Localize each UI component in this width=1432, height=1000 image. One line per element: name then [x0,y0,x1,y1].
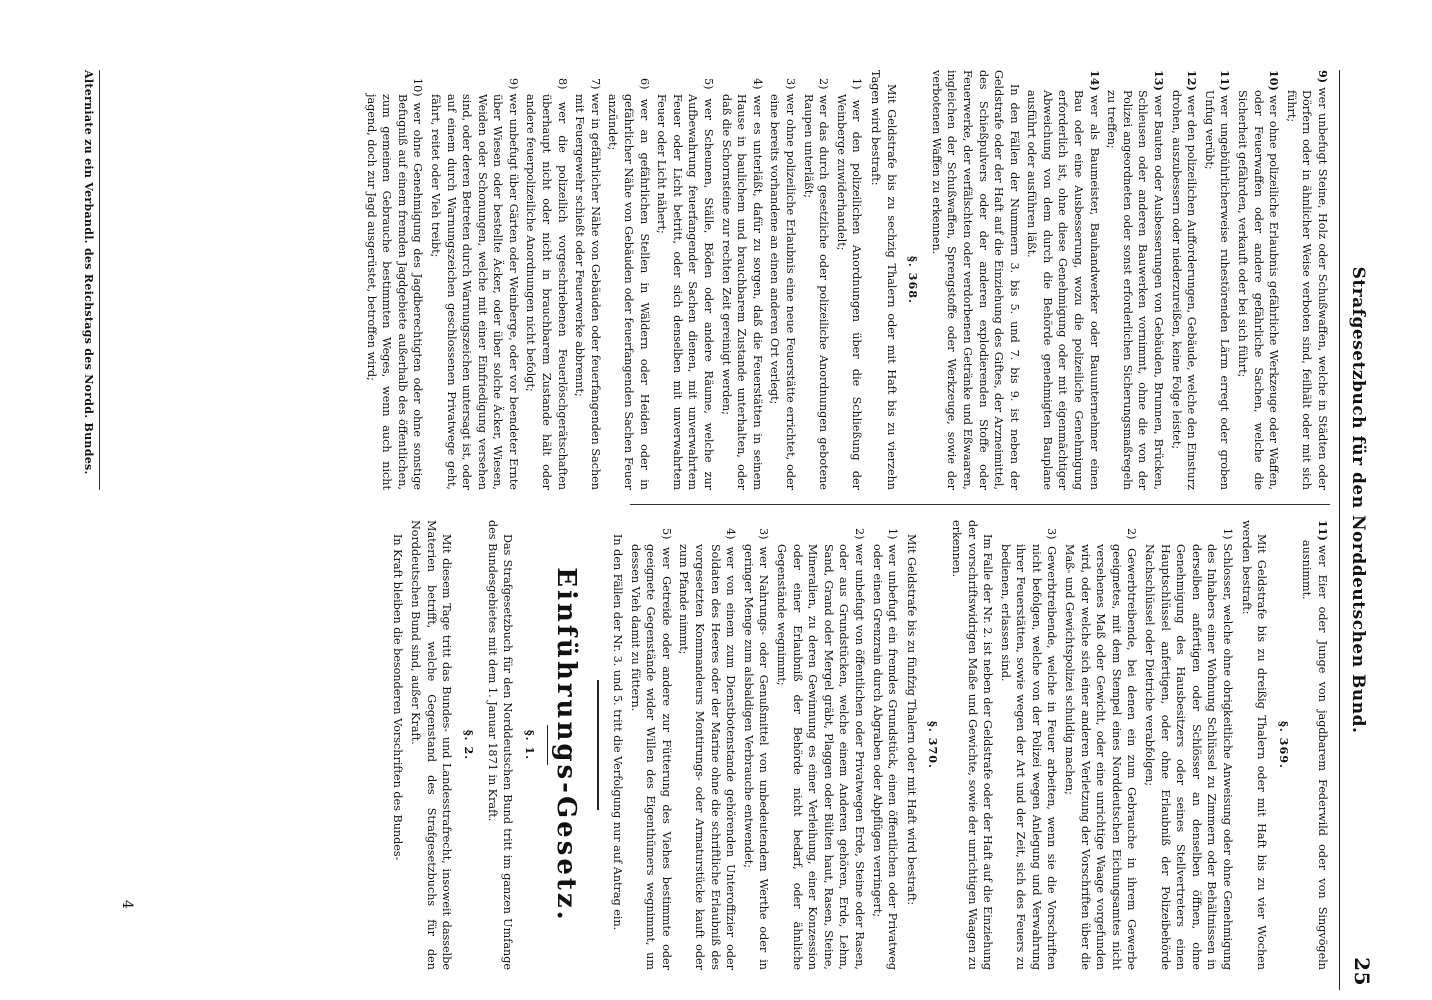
list-item: 2) wer das durch gesetzliche oder polizeiliche Anordnungen gebotene Raupen unterläßt; [801,78,831,490]
paragraph: Mit Geldstrafe bis zu fünfzig Thalern oder mit Haft wird bestraft: [904,534,918,906]
running-title: Strafgesetzbuch für den Norddeutschen Bund. [1348,266,1368,734]
list-item: 13)wer Bauten oder Ausbesserungen von Gebäuden, Brunnen, Brücken, Schleusen oder anderen Bauwerken vornimmt, ohne die von der Polizei angeordneten oder sonst erforderlichen Sicherungsmaßregeln zu treffen; [1105,70,1167,490]
list-item: 10)wer ohne polizeiliche Erlaubnis gefährliche Werkzeuge oder Waffen, oder Feuerwaffen oder andere gefährliche Sachen, welche die Sicherheit gefährden, verkauft oder bei sich führt; [1236,70,1282,490]
list-item: 4) wer von einem zum Dienstbotenstande gehörenden Unteroffizier oder Soldaten des Heeres oder der Marine ohne die schriftliche Erlaubniß des vorgesetzten Kommandeurs Montirungs- oder Armaturstücke kauft oder zum Pfande nimmt; [677,528,738,970]
page-number: 25 [1350,957,1374,986]
list-item: 1) wer unbefugt ein fremdes Grundstück, einen öffentlichen oder Privatweg oder einen Grenzrain durch Abgraben oder Abpflügen verringert; [870,528,900,970]
list-item: 6) wer an gefährlichen Stellen in Wäldern oder Heiden oder in gefährlicher Nähe von Gebäuden oder feuerfangenden Sachen Feuer anzündet; [606,78,651,491]
footer-note: Alterniate zu ein Verbandl. des Reichstags des Nordd. Bundes. [82,70,100,490]
list-item: 14)wer als Baumeister, Bauhandwerker oder Bauunternehmer einen Bau oder eine Ausbesserung, wozu die polizeiliche Genehmigung erforderlich ist, ohne diese Genehmigung oder mit eigenmächtiger Abweichung von dem durch die Behörde genehmigten Bauplane ausführt oder ausführen läßt. [1025,70,1102,490]
column-divider [630,504,1330,505]
list-item: 11)wer Eier oder Junge von jagdbarem Federwild oder von Singvögeln ausnimmt. [1300,520,1330,970]
paragraph: Im Falle der Nr. 2. ist neben der Geldstrafe oder der Haft auf die Einziehung der vorschriftswidrigen Maße und Gewichte, sowie der unrichtigen Waagen zu erkennen. [949,520,995,970]
law-title: Einführungs-Gesetz. [551,567,582,923]
list-item: 5) wer Getreide oder andere zur Fütterung des Viehes bestimmte oder geeignete Gegenstände wider Willen des Eigenthümers wegnimmt, um dessen Vieh damit zu füttern. [628,528,673,971]
paragraph: Mit diesem Tage tritt das Bundes- und Landesstrafrecht, insoweit dasselbe Materien betrifft, welche Gegenstand des Strafgesetzbuchs für den Norddeutschen Bund sind, außer Kraft. [409,520,454,970]
list-item: 3) Gewerbtreibende, welche in Feuer arbeiten, wenn sie die Vorschriften nicht befolgen, welche von der Polizei wegen Anlegung und Verwahrung ihrer Feuerstätten, sowie wegen der Art und der Zeit, sich des Feuers zu bedienen, erlassen sind. [998,528,1059,971]
list-item: 10) wer ohne Genehmigung des Jagdberechtigten oder ohne sonstige Befugniß auf einem fremden Jagdgebiete außerhalb des öffentlichen, zum gemeinen Gebrauche bestimmten Weges, wenn auch nicht jagend, doch zur Jagd ausgerüstet, betroffen wird; [364,78,425,490]
list-item: 1) wer den polizeilichen Anordnungen über die Schließung der Weinberge zuwiderhandelt; [834,78,864,490]
separator-rule [597,680,599,810]
list-item: 4) wer es unterläßt, dafür zu sorgen, daß die Feuerstätten in seinem Hause in baulichem und brauchbarem Zustande unterhalten, oder daß die Schornsteine zur rechten Zeit gereinigt werden; [719,78,764,490]
separator-rule [547,725,548,765]
page-header [1339,70,1380,990]
left-column [130,70,1330,490]
list-item: 5) wer Scheunen, Ställe, Böden oder andere Räume, welche zur Aufbewahrung feuerfangender Sachen dienen, mit unverwahrtem Feuer oder Licht betritt, oder sich denselben mit unverwahrtem Feuer oder Licht nähert; [655,78,716,491]
list-item: 9)wer unbefugt Steine, Holz oder Schußwaffen, welche in Städten oder Dörfern oder in ähnlicher Weise verboten sind, feilhält oder mit sich führt; [1284,70,1330,490]
list-item: 1) Schlosser, welche ohne obrigkeitliche Anweisung oder ohne Genehmigung des Inhabers einer Wohnung Schlüssel zu Zimmern oder Behältnissen in derselben anfertigen oder Schlösser an denselben öffnen, ohne Genehmigung des Hausbesitzers oder seines Stellvertreters einen Hauptschlüssel anfertigen, oder ohne Erlaubniß der Polizeibehörde Nachschlüssel oder Dietriche verabfolgen; [1143,528,1235,970]
right-column [130,520,1330,970]
paragraph: In Kraft bleiben die besonderen Vorschriften des Bundes- [390,534,404,861]
signature-mark: 4 [119,900,135,909]
list-item: 7) wer in gefährlicher Nähe von Gebäuden oder feuerfangenden Sachen mit Feuergewehr schießt oder Feuerwerke abbrennt; [573,78,602,490]
list-item: 2) Gewerbtreibende, bei denen ein zum Gebrauche in ihrem Gewerbe geeignetes, mit dem Stempel eines Norddeutschen Eichungsamtes nicht versehenes Maß oder Gewicht, oder eine unrichtige Waage vorgefunden wird, oder welche sich einer anderen Verletzung der Vorschriften über die Maß- und Gewichtspolizei schuldig machen; [1063,528,1139,970]
list-item: 3) wer ohne polizeiliche Erlaubnis eine neue Feuerstätte errichtet, oder eine bereits vorhandene an einen anderen Ort verlegt; [768,78,797,490]
paragraph: Mit Geldstrafe bis zu dreißig Thalern oder mit Haft bis zu vier Wochen werden bestraft: [1239,520,1269,970]
list-item: 3) wer Nahrungs- oder Genußmittel von unbedeutendem Werthe oder in geringer Menge zum alsbaldigen Verbrauche entwendet; [741,528,771,970]
section-heading: §. 2. [462,729,477,761]
list-item: 12)wer den polizeilichen Aufforderungen, Gebäude, welche den Einsturz drohen, auszubessern oder niederzureißen, keine Folge leistet; [1169,70,1200,490]
paragraph: In den Fällen der Nummern 3. bis 5. und 7. bis 9. ist neben der Geldstrafe oder der Haft auf die Einziehung des Giftes, der Arzneimittel, des Schießpulvers oder der anderen explodierenden Stoffe oder Feuerwerke, der verfälschten oder verdorbenen Getränke und Eßwaaren, ingleichen der Schußwaffen, Sprengstoffe oder Werkzeuge, sowie der verbotenen Waffen zu erkennen. [929,70,1021,490]
paragraph: Das Strafgesetzbuch für den Norddeutschen Bund tritt im ganzen Umfange des Bundesgebietes mit dem 1. Januar 1871 in Kraft. [485,520,515,970]
list-item: 9) wer unbefugt über Gärten oder Weinberge, oder vor beendeter Ernte über Wiesen oder bestellte Äcker, oder über solche Äcker, Wiesen, Weiden oder Schonungen, welche mit einer Einfriedigung versehen sind, oder deren Betreten durch Warnungszeichen untersagt ist, oder auf einem durch Warnungszeichen geschlossenen Privatwege geht, fährt, reitet oder Vieh treibt; [428,78,520,490]
section-heading: §. 369. [1276,721,1291,769]
paragraph: In den Fällen der Nr. 3. und 5. tritt die Verfolgung nur auf Antrag ein. [611,534,625,931]
list-item: 8) wer die polizeilich vorgeschriebenen Feuerlöschgerätschaften überhaupt nicht oder nicht in brauchbarem Zustande hält oder andere feuerpolizeiliche Anordnungen nicht befolgt; [524,78,569,490]
section-heading: §. 368. [906,256,921,304]
paragraph: Mit Geldstrafe bis zu sechzig Thalern oder mit Haft bis zu vierzehn Tagen wird bestraft: [868,70,898,490]
list-item: 11)wer ungebührlicherweise ruhestörenden Lärm erregt oder groben Unfug verübt; [1202,70,1233,490]
section-heading: §. 370. [926,721,941,769]
section-heading: §. 1. [522,729,537,761]
list-item: 2) wer unbefugt von öffentlichen oder Privatwegen Erde, Steine oder Rasen, oder aus Grundstücken, welche einem Anderen gehören, Erde, Lehm, Sand, Grand oder Mergel gräbt, Plaggen oder Bülten haut, Rasen, Steine, Mineralien, zu deren Gewinnung es einer Verleihung, einer Konzession oder einer Erlaubniß der Behörde nicht bedarf, oder ähnliche Gegenstände wegnimmt; [775,528,866,970]
